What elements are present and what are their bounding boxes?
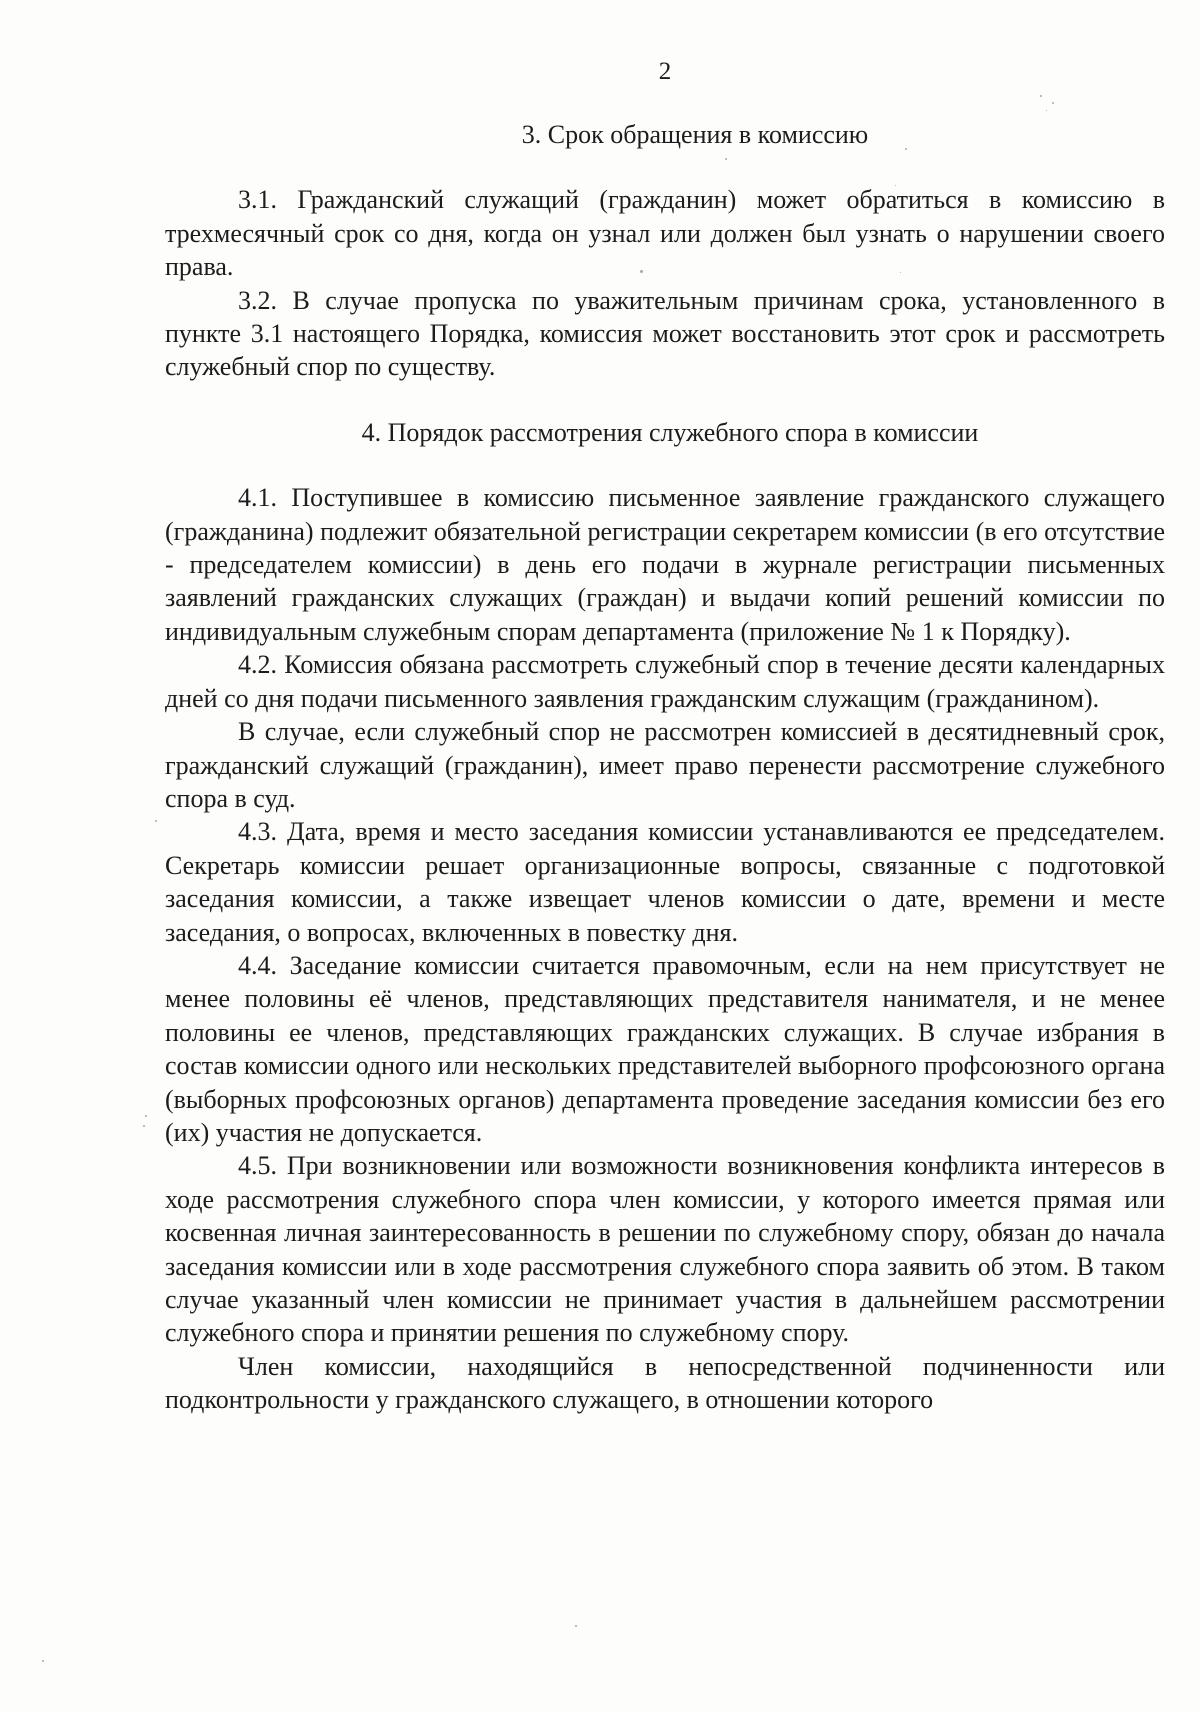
paragraph-4-2-continued: В случае, если служебный спор не рассмотрен комиссией в десятидневный срок, гражданский служащий (гражданин), имеет право перенести рассмотрение служебного спора в суд. bbox=[165, 717, 1165, 813]
section-4-heading: 4. Порядок рассмотрения служебного спора в комиссии bbox=[361, 417, 979, 447]
paragraph-4-3: 4.3. Дата, время и место заседания комиссии устанавливаются ее председателем. Секретарь комиссии решает организационные вопросы, связанные с подготовкой заседания комиссии, а также извещает членов комиссии о дате, времени и месте заседания, о вопросах, включенных в повестку дня. bbox=[165, 817, 1165, 947]
paragraph-3-2: 3.2. В случае пропуска по уважительным причинам срока, установленного в пункте 3.1 настоящего Порядка, комиссия может восстановить этот срок и рассмотреть служебный спор по существу. bbox=[165, 285, 1165, 382]
paragraph-4-5-continued: Член комиссии, находящийся в непосредственной подчиненности или подконтрольности у гражданского служащего, в отношении которого bbox=[165, 1351, 1165, 1415]
page-number: 2 bbox=[658, 58, 672, 85]
document-body bbox=[165, 118, 1165, 1417]
paragraph-4-4: 4.4. Заседание комиссии считается правомочным, если на нем присутствует не менее половины её членов, представляющих представителя нанимателя, и не менее половины ее членов, представляющих гражданских служащих. В случае избрания в состав комиссии одного или нескольких представителей выборного профсоюзного органа (выборных профсоюзных органов) департамента проведение заседания комиссии без его (их) участия не допускается. bbox=[165, 950, 1165, 1147]
paragraph-4-1: 4.1. Поступившее в комиссию письменное заявление гражданского служащего (гражданина) подлежит обязательной регистрации секретарем комиссии (в его отсутствие - председателем комиссии) в день его подачи в журнале регистрации письменных заявлений гражданских служащих (граждан) и выдачи копий решений комиссии по индивидуальным служебным спорам департамента (приложение № 1 к Порядку). bbox=[165, 483, 1165, 646]
paragraph-4-2: 4.2. Комиссия обязана рассмотреть служебный спор в течение десяти календарных дней со дня подачи письменного заявления гражданским служащим (гражданином). bbox=[165, 650, 1165, 713]
paragraph-4-5: 4.5. При возникновении или возможности возникновения конфликта интересов в ходе рассмотрения служебного спора член комиссии, у которого имеется прямая или косвенная личная заинтересованность в решении по служебному спору, обязан до начала заседания комиссии или в ходе рассмотрения служебного спора заявить об этом. В таком случае указанный член комиссии не принимает участия в дальнейшем рассмотрении служебного спора и принятии решения по служебному спору. bbox=[165, 1151, 1165, 1348]
paragraph-3-1: 3.1. Гражданский служащий (гражданин) может обратиться в комиссию в трехмесячный срок со дня, когда он узнал или должен был узнать о нарушении своего права. bbox=[165, 185, 1165, 282]
section-3-heading: 3. Срок обращения в комиссию bbox=[521, 120, 869, 149]
